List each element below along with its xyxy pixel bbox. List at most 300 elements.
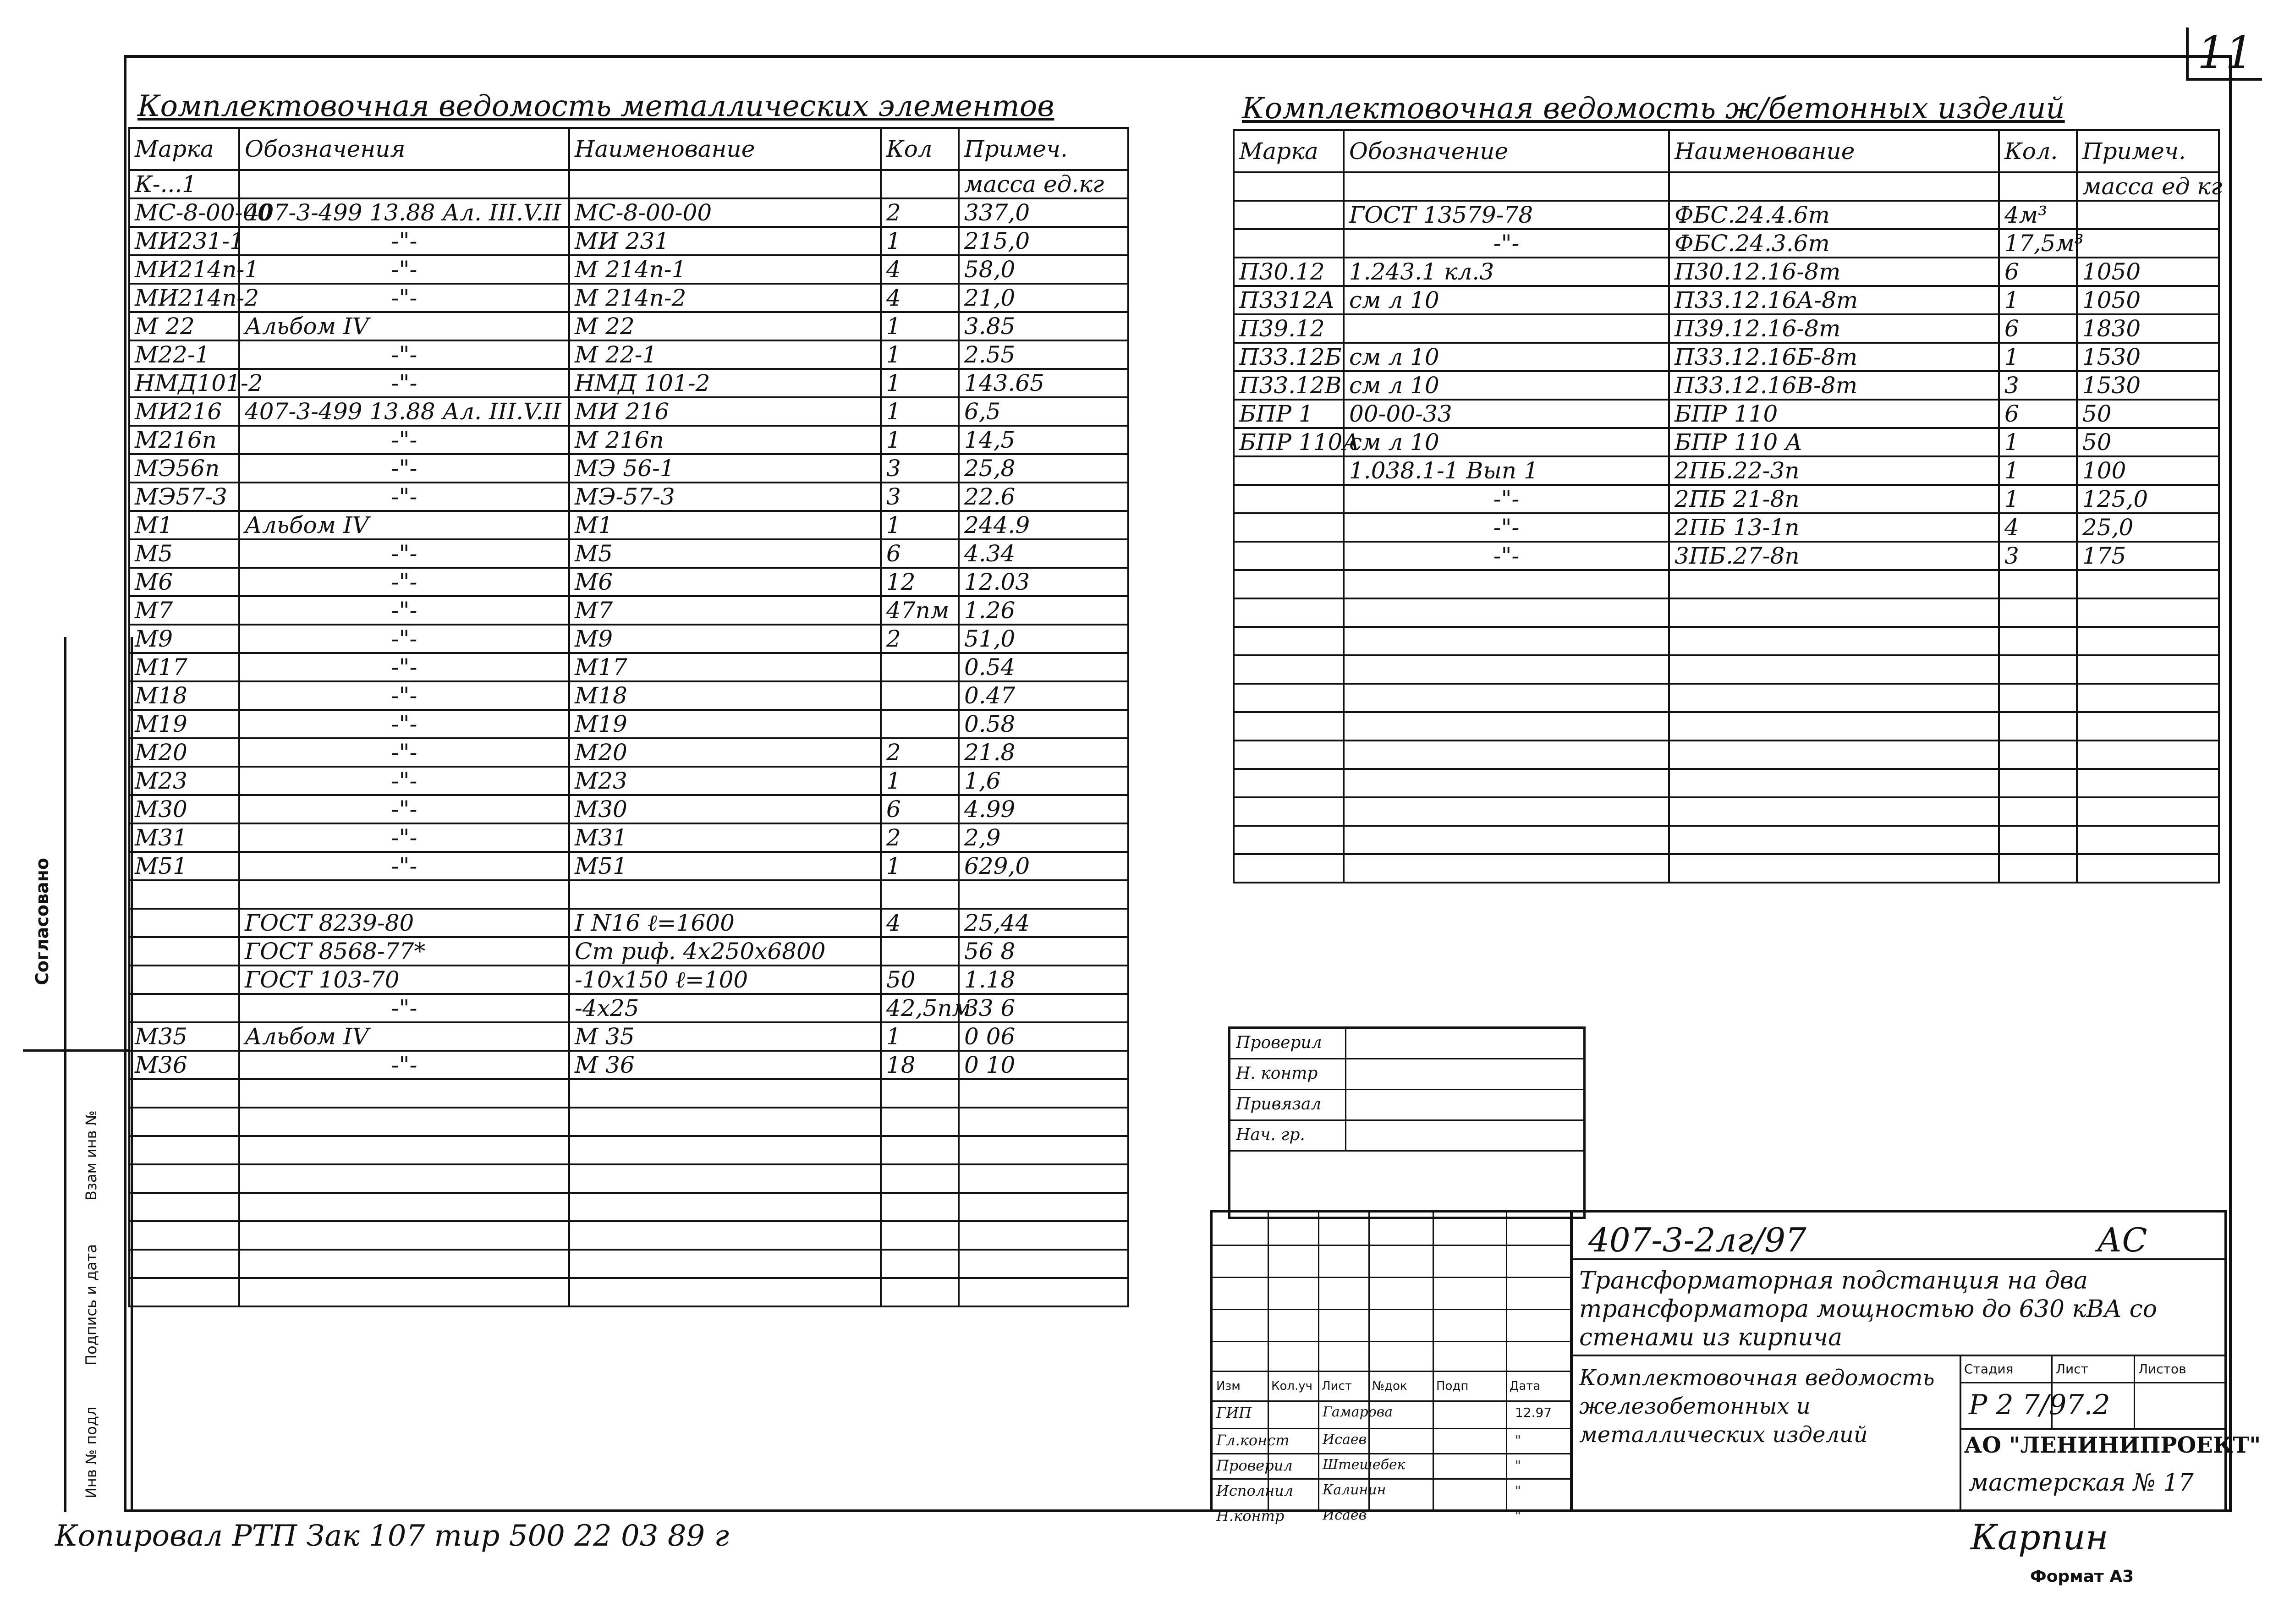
concrete-cell: ФБС.24.3.6т bbox=[1669, 229, 1999, 258]
concrete-cell: см л 10 bbox=[1344, 286, 1669, 314]
concrete-cell: 2ПБ 21-8п bbox=[1669, 485, 1999, 513]
metal-cell: -"- bbox=[239, 625, 569, 653]
concrete-cell: П30.12.16-8т bbox=[1669, 258, 1999, 286]
metal-row bbox=[129, 426, 1128, 454]
concrete-cell: см л 10 bbox=[1344, 343, 1669, 371]
title-block bbox=[1210, 1210, 2261, 1525]
concrete-products-table bbox=[1233, 92, 2223, 883]
concrete-cell: 6 bbox=[1999, 400, 2077, 428]
metal-row bbox=[129, 454, 1128, 483]
concrete-cell bbox=[2077, 712, 2219, 741]
concrete-cell: 1050 bbox=[2077, 286, 2219, 314]
metal-row bbox=[129, 823, 1128, 852]
metal-cell bbox=[881, 1164, 959, 1193]
concrete-cell: 1 bbox=[1999, 343, 2077, 371]
concrete-cell bbox=[1669, 684, 1999, 712]
metal-row bbox=[129, 284, 1128, 312]
metal-cell: 14,5 bbox=[959, 426, 1128, 454]
concrete-cell: 1 bbox=[1999, 485, 2077, 513]
review-role: Проверил bbox=[1236, 1033, 1322, 1052]
metal-cell bbox=[239, 1250, 569, 1278]
concrete-cell bbox=[2077, 627, 2219, 655]
title-block-date: " bbox=[1515, 1483, 1521, 1498]
title-block-date: " bbox=[1515, 1458, 1521, 1473]
metal-cell: М 22 bbox=[129, 312, 239, 340]
concrete-cell: 1 bbox=[1999, 428, 2077, 456]
concrete-cell bbox=[1999, 655, 2077, 684]
title-block-date: " bbox=[1515, 1508, 1521, 1523]
metal-cell: 25,8 bbox=[959, 454, 1128, 483]
metal-cell bbox=[881, 710, 959, 738]
concrete-col-header: Наименование bbox=[1669, 130, 1999, 172]
concrete-cell: 2ПБ.22-3п bbox=[1669, 456, 1999, 485]
document-code: 407-3-2лг/97 bbox=[1588, 1221, 1806, 1259]
title-block-date: 12.97 bbox=[1515, 1405, 1552, 1420]
metal-cell bbox=[959, 1221, 1128, 1250]
metal-cell bbox=[959, 1164, 1128, 1193]
metal-cell: -4x25 bbox=[569, 994, 881, 1022]
metal-cell: 1,6 bbox=[959, 767, 1128, 795]
metal-cell: М9 bbox=[569, 625, 881, 653]
metal-cell: 12 bbox=[881, 568, 959, 596]
concrete-cell: см л 10 bbox=[1344, 371, 1669, 400]
concrete-cell bbox=[1234, 201, 1344, 229]
metal-row bbox=[129, 767, 1128, 795]
metal-cell: М1 bbox=[569, 511, 881, 539]
metal-cell: МИ 216 bbox=[569, 397, 881, 426]
concrete-row bbox=[1234, 229, 2219, 258]
metal-cell: МИ216 bbox=[129, 397, 239, 426]
concrete-cell bbox=[1234, 769, 1344, 797]
concrete-cell: П33.12В bbox=[1234, 371, 1344, 400]
metal-cell: 1 bbox=[881, 312, 959, 340]
metal-cell bbox=[569, 1164, 881, 1193]
concrete-row bbox=[1234, 314, 2219, 343]
stage-label: Лист bbox=[2056, 1361, 2088, 1377]
metal-cell bbox=[239, 1108, 569, 1136]
stage-label: Стадия bbox=[1964, 1361, 2014, 1377]
metal-cell: 1 bbox=[881, 511, 959, 539]
concrete-cell: 175 bbox=[2077, 542, 2219, 570]
concrete-cell: П33.12.16В-8т bbox=[1669, 371, 1999, 400]
metal-row bbox=[129, 1250, 1128, 1278]
concrete-row bbox=[1234, 400, 2219, 428]
metal-cell: -"- bbox=[239, 454, 569, 483]
metal-cell bbox=[129, 1108, 239, 1136]
metal-cell: ГОСТ 103-70 bbox=[239, 966, 569, 994]
metal-cell: МИ214п-2 bbox=[129, 284, 239, 312]
metal-cell: 407-3-499 13.88 Ал. III.V.II bbox=[239, 198, 569, 227]
metal-cell bbox=[881, 1193, 959, 1221]
concrete-cell: 1050 bbox=[2077, 258, 2219, 286]
metal-cell: 0 06 bbox=[959, 1022, 1128, 1051]
metal-cell: М35 bbox=[129, 1022, 239, 1051]
metal-cell: 4 bbox=[881, 284, 959, 312]
metal-row bbox=[129, 568, 1128, 596]
metal-cell bbox=[129, 909, 239, 937]
metal-cell bbox=[129, 1193, 239, 1221]
metal-cell bbox=[129, 994, 239, 1022]
metal-cell: МС-8-00-00 bbox=[129, 198, 239, 227]
metal-cell: М36 bbox=[129, 1051, 239, 1079]
concrete-row bbox=[1234, 428, 2219, 456]
concrete-cell: 1530 bbox=[2077, 343, 2219, 371]
concrete-cell: ФБС.24.4.6т bbox=[1669, 201, 1999, 229]
concrete-cell bbox=[1234, 570, 1344, 598]
metal-cell: М 214п-1 bbox=[569, 255, 881, 284]
metal-cell bbox=[129, 880, 239, 909]
metal-row bbox=[129, 1108, 1128, 1136]
metal-cell: М22-1 bbox=[129, 340, 239, 369]
concrete-cell bbox=[2077, 570, 2219, 598]
metal-row bbox=[129, 539, 1128, 568]
metal-cell bbox=[881, 1221, 959, 1250]
agreed-label: Согласовано bbox=[32, 857, 52, 985]
concrete-row bbox=[1234, 542, 2219, 570]
concrete-cell: 2ПБ 13-1п bbox=[1669, 513, 1999, 542]
concrete-cell: -"- bbox=[1344, 229, 1669, 258]
metal-col-header: Наименование bbox=[569, 128, 881, 170]
metal-cell: М5 bbox=[569, 539, 881, 568]
metal-cell bbox=[239, 1136, 569, 1164]
metal-cell: 4 bbox=[881, 909, 959, 937]
metal-cell: 143.65 bbox=[959, 369, 1128, 397]
concrete-cell bbox=[1669, 172, 1999, 201]
metal-cell: М7 bbox=[129, 596, 239, 625]
title-block-header-label: Подп bbox=[1436, 1379, 1469, 1393]
metal-cell: -"- bbox=[239, 483, 569, 511]
title-block-name: Исаев bbox=[1323, 1507, 1367, 1523]
concrete-cell bbox=[1344, 627, 1669, 655]
concrete-cell: 50 bbox=[2077, 428, 2219, 456]
metal-cell: М51 bbox=[129, 852, 239, 880]
concrete-row bbox=[1234, 286, 2219, 314]
metal-cell bbox=[881, 1136, 959, 1164]
concrete-col-header: Примеч. bbox=[2077, 130, 2219, 172]
metal-cell bbox=[239, 1278, 569, 1306]
metal-cell: 1 bbox=[881, 340, 959, 369]
metal-cell: 2 bbox=[881, 625, 959, 653]
metal-cell: 2 bbox=[881, 823, 959, 852]
metal-cell bbox=[129, 1250, 239, 1278]
concrete-row bbox=[1234, 797, 2219, 826]
metal-cell: -"- bbox=[239, 227, 569, 255]
metal-cell: М23 bbox=[129, 767, 239, 795]
review-role: Привязал bbox=[1236, 1095, 1322, 1114]
metal-cell: -"- bbox=[239, 681, 569, 710]
sheet-ref: Р 2 7/97.2 bbox=[1969, 1389, 2110, 1421]
metal-cell: М23 bbox=[569, 767, 881, 795]
title-block-role: Проверил bbox=[1216, 1457, 1293, 1474]
metal-cell: -"- bbox=[239, 539, 569, 568]
title-block-header-label: Кол.уч bbox=[1271, 1379, 1312, 1393]
title-block-name: Калинин bbox=[1323, 1482, 1386, 1498]
metal-cell: 33 6 bbox=[959, 994, 1128, 1022]
metal-cell: 3.85 bbox=[959, 312, 1128, 340]
metal-cell: -"- bbox=[239, 596, 569, 625]
metal-cell bbox=[129, 1278, 239, 1306]
concrete-cell: -"- bbox=[1344, 485, 1669, 513]
metal-cell: М18 bbox=[129, 681, 239, 710]
metal-cell: -"- bbox=[239, 653, 569, 681]
metal-cell: 407-3-499 13.88 Ал. III.V.II bbox=[239, 397, 569, 426]
metal-cell: М6 bbox=[569, 568, 881, 596]
concrete-cell bbox=[1344, 598, 1669, 627]
metal-cell bbox=[959, 1250, 1128, 1278]
concrete-cell bbox=[1999, 854, 2077, 883]
metal-cell bbox=[881, 653, 959, 681]
metal-cell bbox=[881, 681, 959, 710]
metal-cell bbox=[959, 1079, 1128, 1108]
sheet-title: Комплектовочная ведомость железобетонных и металлических изделий bbox=[1579, 1365, 1935, 1448]
concrete-cell bbox=[1234, 826, 1344, 854]
concrete-cell: 6 bbox=[1999, 258, 2077, 286]
sign-date-label: Подпись и дата bbox=[82, 1244, 100, 1366]
concrete-cell bbox=[1344, 769, 1669, 797]
title-block-header-label: Дата bbox=[1510, 1379, 1541, 1393]
concrete-cell: П33.12.16Б-8т bbox=[1669, 343, 1999, 371]
concrete-cell bbox=[2077, 201, 2219, 229]
metal-row bbox=[129, 966, 1128, 994]
metal-cell: М 22 bbox=[569, 312, 881, 340]
concrete-cell: П30.12 bbox=[1234, 258, 1344, 286]
bottom-stamp: Копировал РТП Зак 107 тир 500 22 03 89 г bbox=[55, 1519, 729, 1553]
metal-row bbox=[129, 170, 1128, 198]
concrete-cell bbox=[2077, 655, 2219, 684]
concrete-cell: БПР 110А bbox=[1234, 428, 1344, 456]
metal-row bbox=[129, 1164, 1128, 1193]
concrete-cell bbox=[1669, 598, 1999, 627]
concrete-table-title: Комплектовочная ведомость ж/бетонных изделий bbox=[1242, 92, 2065, 126]
concrete-col-header: Кол. bbox=[1999, 130, 2077, 172]
metal-row bbox=[129, 340, 1128, 369]
concrete-cell: 25,0 bbox=[2077, 513, 2219, 542]
metal-cell: 18 bbox=[881, 1051, 959, 1079]
metal-row bbox=[129, 937, 1128, 966]
metal-cell: 42,5пм bbox=[881, 994, 959, 1022]
metal-row bbox=[129, 1136, 1128, 1164]
concrete-cell bbox=[1344, 684, 1669, 712]
metal-cell: -"- bbox=[239, 284, 569, 312]
metal-cell: -"- bbox=[239, 994, 569, 1022]
concrete-cell bbox=[1234, 598, 1344, 627]
metal-cell bbox=[959, 880, 1128, 909]
concrete-cell bbox=[1669, 712, 1999, 741]
metal-cell: 1.18 bbox=[959, 966, 1128, 994]
metal-cell: масса ед.кг bbox=[959, 170, 1128, 198]
concrete-cell: 125,0 bbox=[2077, 485, 2219, 513]
metal-cell: 1.26 bbox=[959, 596, 1128, 625]
metal-cell: М7 bbox=[569, 596, 881, 625]
metal-cell: ГОСТ 8568-77* bbox=[239, 937, 569, 966]
concrete-cell bbox=[1344, 741, 1669, 769]
metal-cell: НМД 101-2 bbox=[569, 369, 881, 397]
metal-cell: -"- bbox=[239, 1051, 569, 1079]
concrete-cell: 1 bbox=[1999, 456, 2077, 485]
metal-cell: 6 bbox=[881, 795, 959, 823]
concrete-cell bbox=[1234, 655, 1344, 684]
concrete-row bbox=[1234, 258, 2219, 286]
concrete-cell: БПР 110 А bbox=[1669, 428, 1999, 456]
concrete-cell bbox=[1344, 655, 1669, 684]
metal-row bbox=[129, 909, 1128, 937]
concrete-cell: -"- bbox=[1344, 513, 1669, 542]
concrete-row bbox=[1234, 769, 2219, 797]
concrete-cell: -"- bbox=[1344, 542, 1669, 570]
metal-cell bbox=[129, 1221, 239, 1250]
review-row bbox=[1230, 1090, 1583, 1121]
concrete-row bbox=[1234, 485, 2219, 513]
metal-cell bbox=[959, 1136, 1128, 1164]
metal-cell: -"- bbox=[239, 426, 569, 454]
concrete-cell bbox=[1344, 172, 1669, 201]
metal-cell bbox=[569, 1250, 881, 1278]
metal-cell bbox=[569, 1079, 881, 1108]
metal-cell: МИ 231 bbox=[569, 227, 881, 255]
metal-cell: М19 bbox=[129, 710, 239, 738]
metal-cell: 1 bbox=[881, 852, 959, 880]
title-block-role: Н.контр bbox=[1216, 1507, 1285, 1525]
concrete-cell: 50 bbox=[2077, 400, 2219, 428]
metal-cell: М6 bbox=[129, 568, 239, 596]
metal-cell: 47пм bbox=[881, 596, 959, 625]
metal-cell: 337,0 bbox=[959, 198, 1128, 227]
metal-cell bbox=[569, 1136, 881, 1164]
concrete-cell: 3 bbox=[1999, 542, 2077, 570]
metal-cell: М1 bbox=[129, 511, 239, 539]
left-margin-strip bbox=[23, 637, 128, 1512]
metal-row bbox=[129, 1278, 1128, 1306]
metal-cell: Альбом IV bbox=[239, 1022, 569, 1051]
metal-row bbox=[129, 397, 1128, 426]
concrete-cell: 4м³ bbox=[1999, 201, 2077, 229]
metal-cell bbox=[959, 1278, 1128, 1306]
metal-cell: 1 bbox=[881, 227, 959, 255]
metal-row bbox=[129, 852, 1128, 880]
metal-cell: 21,0 bbox=[959, 284, 1128, 312]
metal-col-header: Обозначения bbox=[239, 128, 569, 170]
title-block-role: ГИП bbox=[1216, 1404, 1252, 1421]
metal-table-title: Комплектовочная ведомость металлических элементов bbox=[137, 89, 1054, 123]
metal-row bbox=[129, 795, 1128, 823]
concrete-cell bbox=[1999, 797, 2077, 826]
title-block-name: Исаев bbox=[1323, 1432, 1367, 1448]
metal-cell: 0.58 bbox=[959, 710, 1128, 738]
swap-inv-label: Взам инв № bbox=[82, 1110, 100, 1201]
concrete-cell: БПР 1 bbox=[1234, 400, 1344, 428]
metal-cell: 12.03 bbox=[959, 568, 1128, 596]
organization: АО "ЛЕНИНИПРОЕКТ" bbox=[1964, 1432, 2261, 1458]
metal-cell: Альбом IV bbox=[239, 312, 569, 340]
metal-cell bbox=[569, 1221, 881, 1250]
metal-row bbox=[129, 1022, 1128, 1051]
concrete-cell: 1.038.1-1 Вып 1 bbox=[1344, 456, 1669, 485]
concrete-cell: 1530 bbox=[2077, 371, 2219, 400]
metal-cell: 50 bbox=[881, 966, 959, 994]
concrete-cell: П33.12.16А-8т bbox=[1669, 286, 1999, 314]
metal-cell: М31 bbox=[569, 823, 881, 852]
metal-row bbox=[129, 1051, 1128, 1079]
metal-cell: 2.55 bbox=[959, 340, 1128, 369]
metal-cell: 1 bbox=[881, 1022, 959, 1051]
metal-cell: 22.6 bbox=[959, 483, 1128, 511]
metal-cell bbox=[569, 880, 881, 909]
metal-cell: М51 bbox=[569, 852, 881, 880]
metal-row bbox=[129, 710, 1128, 738]
metal-cell: 1 bbox=[881, 426, 959, 454]
metal-cell bbox=[129, 937, 239, 966]
concrete-cell: 17,5м³ bbox=[1999, 229, 2077, 258]
metal-cell: М5 bbox=[129, 539, 239, 568]
title-block-header-label: Лист bbox=[1322, 1379, 1352, 1393]
metal-col-header: Примеч. bbox=[959, 128, 1128, 170]
concrete-cell bbox=[1234, 229, 1344, 258]
metal-cell: М17 bbox=[129, 653, 239, 681]
metal-elements-table bbox=[128, 89, 1129, 1307]
concrete-cell bbox=[2077, 826, 2219, 854]
metal-cell: 21.8 bbox=[959, 738, 1128, 767]
metal-row bbox=[129, 511, 1128, 539]
review-role: Н. контр bbox=[1236, 1064, 1318, 1083]
metal-cell: 1 bbox=[881, 369, 959, 397]
concrete-cell bbox=[2077, 741, 2219, 769]
concrete-cell bbox=[1669, 797, 1999, 826]
review-role: Нач. гр. bbox=[1236, 1125, 1305, 1144]
concrete-row bbox=[1234, 655, 2219, 684]
project-name: Трансформаторная подстанция на два трансформатора мощностью до 630 кВА со стенами из кирпича bbox=[1579, 1267, 2158, 1351]
title-block-date: " bbox=[1515, 1432, 1521, 1448]
concrete-cell bbox=[1669, 627, 1999, 655]
metal-cell: -"- bbox=[239, 340, 569, 369]
concrete-row bbox=[1234, 172, 2219, 201]
metal-cell bbox=[239, 1193, 569, 1221]
metal-row bbox=[129, 1193, 1128, 1221]
title-block-header-label: №док bbox=[1372, 1379, 1407, 1393]
metal-cell: МЭ57-3 bbox=[129, 483, 239, 511]
concrete-cell bbox=[1344, 712, 1669, 741]
concrete-col-header: Обозначение bbox=[1344, 130, 1669, 172]
concrete-row bbox=[1234, 343, 2219, 371]
concrete-cell bbox=[1999, 598, 2077, 627]
concrete-cell: П3312А bbox=[1234, 286, 1344, 314]
stage-mark: АС bbox=[2097, 1221, 2147, 1259]
metal-col-header: Марка bbox=[129, 128, 239, 170]
metal-cell: М30 bbox=[569, 795, 881, 823]
metal-cell bbox=[129, 966, 239, 994]
concrete-cell: П39.12 bbox=[1234, 314, 1344, 343]
metal-cell: 0 10 bbox=[959, 1051, 1128, 1079]
concrete-cell: П33.12Б bbox=[1234, 343, 1344, 371]
metal-cell: М18 bbox=[569, 681, 881, 710]
metal-cell: М20 bbox=[129, 738, 239, 767]
metal-cell: 244.9 bbox=[959, 511, 1128, 539]
concrete-cell: 6 bbox=[1999, 314, 2077, 343]
title-block-role: Исполнил bbox=[1216, 1482, 1294, 1499]
concrete-cell bbox=[1999, 769, 2077, 797]
concrete-cell: 1 bbox=[1999, 286, 2077, 314]
title-block-role: Гл.конст bbox=[1216, 1432, 1290, 1449]
concrete-cell: 00-00-33 bbox=[1344, 400, 1669, 428]
metal-cell: М9 bbox=[129, 625, 239, 653]
concrete-cell bbox=[1234, 712, 1344, 741]
concrete-cell bbox=[1234, 684, 1344, 712]
metal-cell bbox=[881, 1278, 959, 1306]
metal-cell: М 216п bbox=[569, 426, 881, 454]
concrete-cell bbox=[1234, 854, 1344, 883]
workshop: мастерская № 17 bbox=[1969, 1469, 2194, 1497]
metal-col-header: Кол bbox=[881, 128, 959, 170]
metal-cell: 6,5 bbox=[959, 397, 1128, 426]
